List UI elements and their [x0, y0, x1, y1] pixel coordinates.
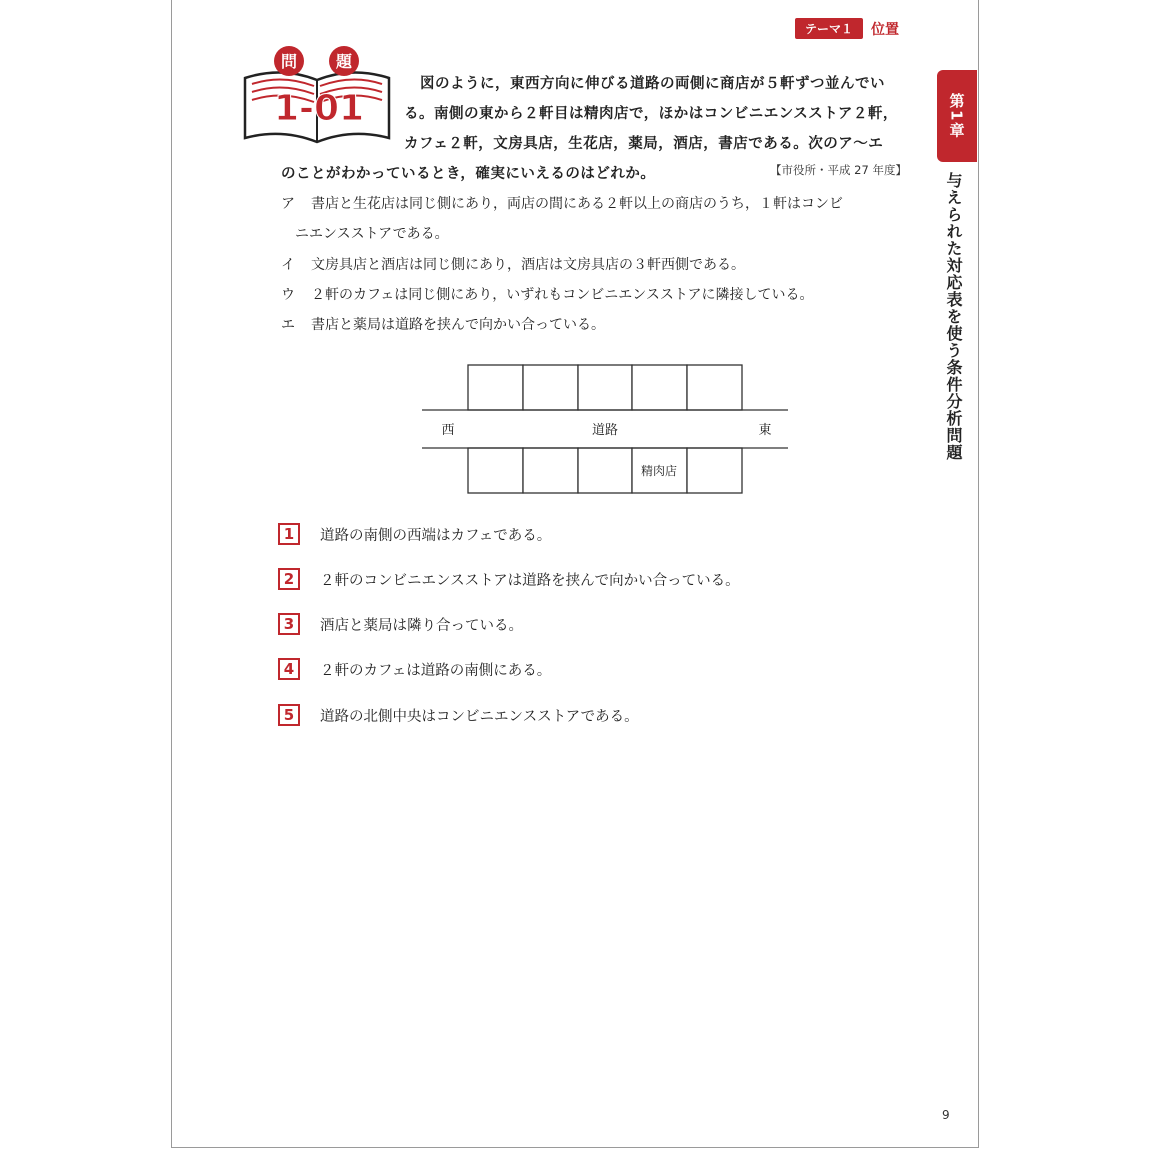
north-shop-1	[468, 365, 523, 410]
problem-book-icon	[242, 44, 392, 148]
choice-3[interactable]	[278, 611, 523, 637]
condition-i-text: 文房具店と酒店は同じ側にあり，酒店は文房具店の３軒西側である。	[311, 257, 745, 273]
condition-e-text: 書店と薬局は道路を挟んで向かい合っている。	[311, 317, 605, 333]
lead-line-3: カフェ２軒，文房具店，生花店，薬局，酒店，書店である。次のア～エ	[404, 136, 884, 152]
choice-5-number: 5	[278, 704, 300, 726]
problem-icon-char-2: 題	[335, 52, 353, 71]
problem-number: 1-01	[273, 88, 365, 129]
lead-line-2: る。南側の東から２軒目は精肉店で，ほかはコンビニエンスストア２軒，	[404, 106, 898, 122]
choice-2[interactable]	[278, 566, 740, 592]
choice-3-number: 3	[278, 613, 300, 635]
street-diagram	[420, 362, 790, 497]
choice-4-text: ２軒のカフェは道路の南側にある。	[320, 662, 552, 679]
choice-1[interactable]	[278, 521, 551, 547]
road-label: 道路	[591, 423, 619, 438]
theme-badge: テーマ１	[795, 18, 863, 39]
condition-a-text: 書店と生花店は同じ側にあり，両店の間にある２軒以上の商店のうち，１軒はコンビ	[311, 196, 843, 212]
choice-5[interactable]	[278, 702, 639, 728]
choice-1-number: 1	[278, 523, 300, 545]
condition-a-continued: ニエンスストアである。	[295, 226, 449, 242]
problem-icon-char-1: 問	[280, 52, 298, 71]
condition-a	[281, 193, 843, 213]
north-shop-3	[578, 365, 632, 410]
lead-line-1: 図のように，東西方向に伸びる道路の両側に商店が５軒ずつ並んでい	[420, 76, 885, 92]
theme-title: 位置	[871, 21, 900, 38]
condition-u	[281, 284, 813, 304]
condition-i	[281, 254, 745, 274]
condition-e-mark: エ	[281, 317, 295, 333]
chapter-title: 与えられた対応表を使う条件分析問題	[944, 172, 963, 461]
choice-4-number: 4	[278, 658, 300, 680]
west-label: 西	[441, 423, 455, 438]
choice-5-text: 道路の北側中央はコンビニエンスストアである。	[320, 708, 639, 725]
condition-u-mark: ウ	[281, 287, 295, 303]
choice-1-text: 道路の南側の西端はカフェである。	[320, 527, 552, 544]
north-shop-2	[523, 365, 578, 410]
condition-e	[281, 314, 605, 334]
choice-3-text: 酒店と薬局は隣り合っている。	[320, 617, 523, 634]
lead-line-4: のことがわかっているとき，確実にいえるのはどれか。	[281, 166, 656, 182]
north-shop-4	[632, 365, 687, 410]
problem-source: 【市役所・平成 27 年度】	[770, 163, 907, 177]
condition-i-mark: イ	[281, 257, 295, 273]
choice-4[interactable]	[278, 656, 551, 682]
chapter-tab: 第1章	[937, 70, 977, 162]
choice-2-number: 2	[278, 568, 300, 590]
south-shop-3	[578, 448, 632, 493]
page-number: 9	[942, 1108, 950, 1122]
condition-u-text: ２軒のカフェは同じ側にあり，いずれもコンビニエンスストアに隣接している。	[311, 287, 814, 303]
south-shop-5	[687, 448, 742, 493]
north-shop-5	[687, 365, 742, 410]
condition-a-mark: ア	[281, 196, 295, 212]
south-shop-2	[523, 448, 578, 493]
east-label: 東	[758, 423, 772, 438]
theme-header	[795, 18, 899, 39]
choice-2-text: ２軒のコンビニエンスストアは道路を挟んで向かい合っている。	[320, 572, 740, 589]
south-shop-1	[468, 448, 523, 493]
butcher-shop-label: 精肉店	[640, 464, 678, 478]
